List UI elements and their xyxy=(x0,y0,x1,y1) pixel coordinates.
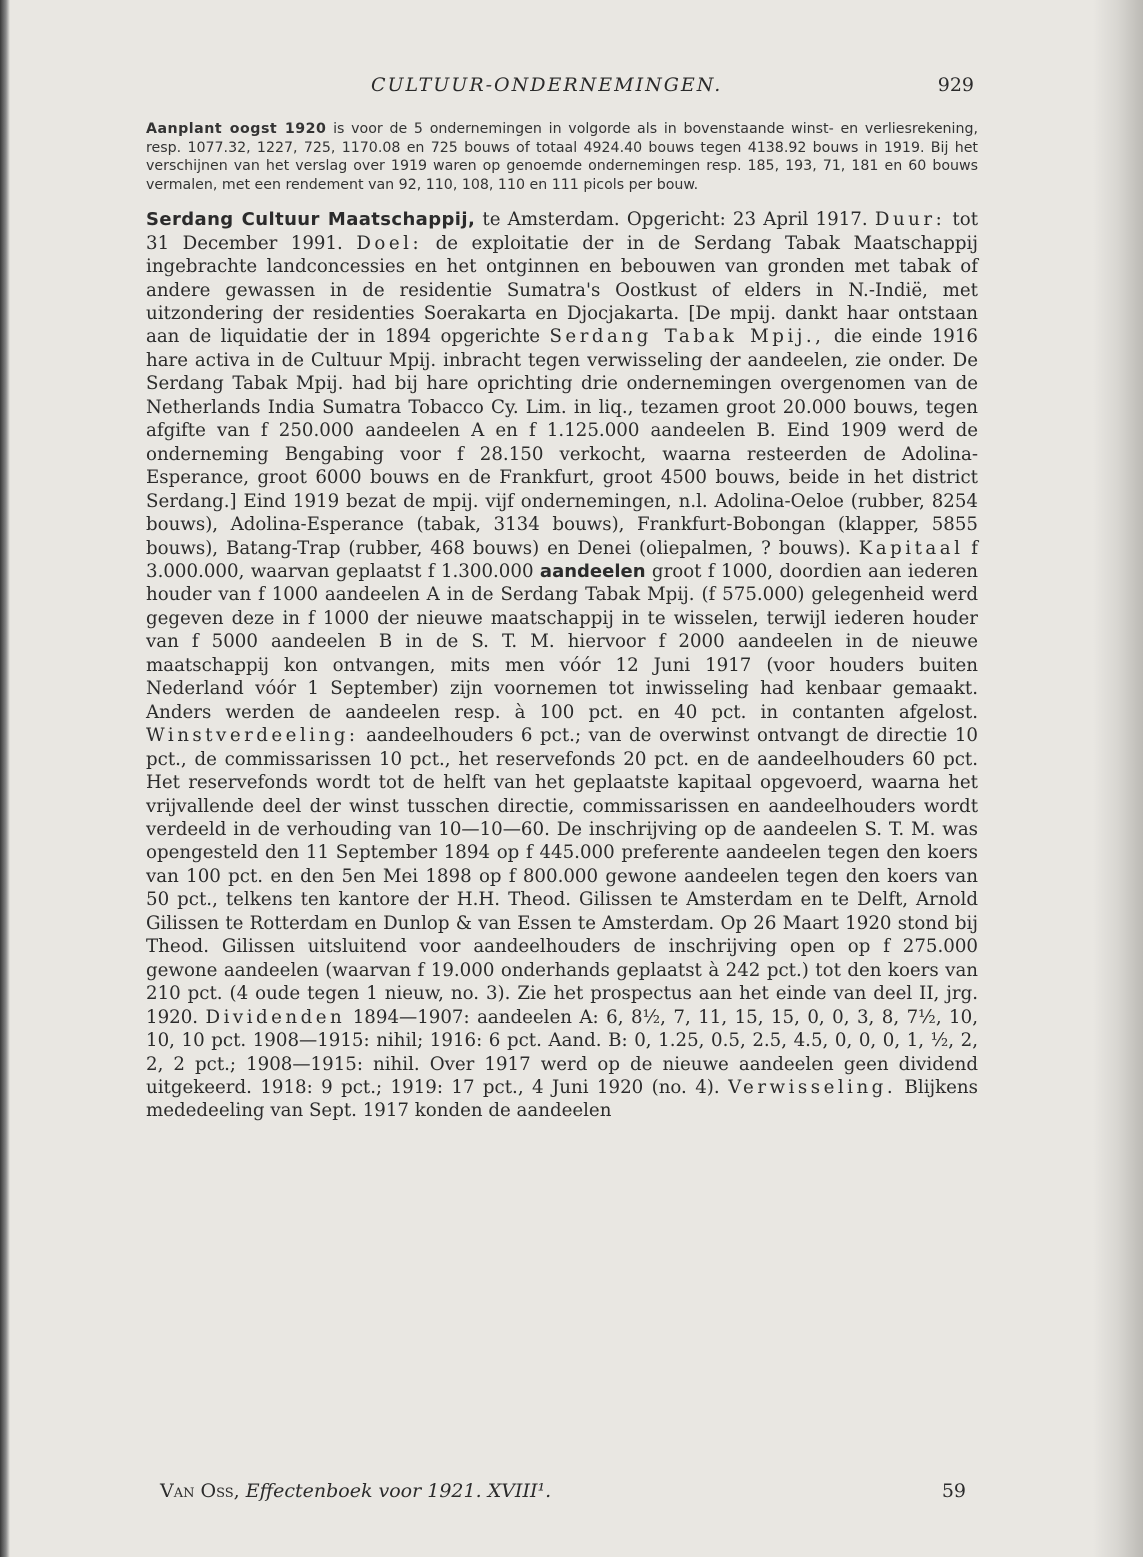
scan-edge-right xyxy=(1093,0,1143,1557)
winstverdeeling-label: Winstverdeeling: xyxy=(146,725,359,747)
scan-edge-left xyxy=(0,0,10,1557)
kapitaal-label: Kapitaal xyxy=(858,537,964,559)
entry-text-6: groot f 1000, doordien aan iederen houder van f 1000 aandeelen A in de Serdang Tabak Mpij. (f 575.000) gelegenheid werd gegeven deze in f 1000 der nieuwe maatschappij in te wisselen, terwijl iederen houder van f 5000 aandeelen B in de S. T. M. hiervoor f 2000 aandeelen in de nieuwe maatschappij kon ontvangen, mits men vóór 12 Juni 1917 (voor houders buiten Nederland vóór 1 September) zijn voornemen tot inwisseling had kenbaar gemaakt. Anders werden de aandeelen resp. à 100 pct. en 40 pct. in contanten afgelost. xyxy=(146,560,978,723)
serdang-tabak-name: Serdang Tabak Mpij., xyxy=(549,326,825,348)
entry-text-1: te Amsterdam. Opgericht: 23 April 1917. xyxy=(475,209,875,231)
dividenden-label: Dividenden xyxy=(205,1006,346,1028)
footer-volume: XVIII¹. xyxy=(487,1480,552,1502)
intro-text: is voor de 5 ondernemingen in volgorde als in bovenstaande winst- en verliesrekening, resp. 1077.32, 1227, 725, 1170.08 en 725 bouws of totaal 4924.40 bouws tegen 4138.92 bouws in 1919. Bij het verschijnen van het verslag over 1919 waren op genoemde ondernemingen resp. 185, 193, 71, 181 en 60 bouws vermalen, met een rendement van 92, 110, 108, 110 en 111 picols per bouw. xyxy=(146,121,978,193)
intro-lead: Aanplant oogst 1920 xyxy=(146,121,327,137)
page-header xyxy=(146,60,978,100)
entry-text-5: f 3.000.000, waarvan geplaatst f 1.300.000 xyxy=(146,537,979,582)
running-head: CULTUUR-ONDERNEMINGEN. xyxy=(371,74,723,96)
duur-label: Duur: xyxy=(874,209,946,231)
entry-text-3: de exploitatie der in de Serdang Tabak Maatschappij ingebrachte landconcessies en het ontginnen en bebouwen van gronden met tabak of andere gewassen in de residentie Sumatra's Oostkust of elders in N.-Indië, met uitzondering der residenties Soerakarta en Djocjakarta. [De mpij. dankt haar ontstaan aan de liquidatie der in 1894 opgerichte xyxy=(146,232,978,348)
verwisseling-label: Verwisseling. xyxy=(728,1076,897,1098)
entry-text-4: die einde 1916 hare activa in de Cultuur Mpij. inbracht tegen verwisseling der aandeelen, zie onder. De Serdang Tabak Mpij. had bij hare oprichting drie ondernemingen overgenomen van de Netherlands India Sumatra Tobacco Cy. Lim. in liq., tezamen groot 20.000 bouws, tegen afgifte van f 250.000 aandeelen A en f 1.125.000 aandeelen B. Eind 1909 werd de onderneming Bengabing voor f 28.150 verkocht, waarna resteerden de Adolina-Esperance, groot 6000 bouws en de Frankfurt, groot 4500 bouws, beide in het district Serdang.] Eind 1919 bezat de mpij. vijf ondernemingen, n.l. Adolina-Oeloe (rubber, 8254 bouws), Adolina-Esperance (tabak, 3134 bouws), Frankfurt-Bobongan (klapper, 5855 bouws), Batang-Trap (rubber, 468 bouws) en Denei (oliepalmen, ? bouws). xyxy=(146,326,978,559)
page xyxy=(146,60,978,1141)
company-entry xyxy=(146,208,978,1123)
entry-text-9: Blijkens mededeeling van Sept. 1917 konden de aandeelen xyxy=(146,1076,978,1122)
entry-text-8: 1894—1907: aandeelen A: 6, 8½, 7, 11, 15, 15, 0, 0, 3, 8, 7½, 10, 10, 10 pct. 1908—1915: nihil; 1916: 6 pct. Aand. B: 0, 1.25, 0.5, 2.5, 4.5, 0, 0, 0, 1, ½, 2, 2, 2 pct.; 1908—1915: nihil. Over 1917 werd op de nieuwe aandeelen geen dividend uitgekeerd. 1918: 9 pct.; 1919: 17 pct., 4 Juni 1920 (no. 4). xyxy=(146,1006,978,1098)
signature-mark: 59 xyxy=(941,1480,966,1502)
entry-text-2: tot 31 December 1991. xyxy=(146,209,978,254)
doel-label: Doel: xyxy=(356,232,423,254)
page-number: 929 xyxy=(937,74,974,96)
entry-text-7: aandeelhouders 6 pct.; van de overwinst ontvangt de directie 10 pct., de commissarissen 10 pct., het reservefonds 20 pct. en de aandeelhouders 60 pct. Het reservefonds wordt tot de helft van het geplaatste kapitaal opgevoerd, waarna het vrijvallende deel der winst tusschen directie, commissarissen en aandeelhouders wordt verdeeld in de verhouding van 10—10—60. De inschrijving op de aandeelen S. T. M. was opengesteld den 11 September 1894 op f 445.000 preferente aandeelen tegen den koers van 100 pct. en den 5en Mei 1898 op f 800.000 gewone aandeelen tegen den koers van 50 pct., telkens ten kantore der H.H. Theod. Gilissen te Amsterdam en te Delft, Arnold Gilissen te Rotterdam en Dunlop & van Essen te Amsterdam. Op 26 Maart 1920 stond bij Theod. Gilissen uitsluitend voor aandeelhouders de inschrijving open op f 275.000 gewone aandeelen (waarvan f 19.000 onderhands geplaatst à 242 pct.) tot den koers van 210 pct. (4 oude tegen 1 nieuw, no. 3). Zie het prospectus aan het einde van deel II, jrg. 1920. xyxy=(146,725,978,1028)
footer-author: Van Oss, xyxy=(160,1480,240,1502)
intro-paragraph xyxy=(146,120,978,194)
page-footer xyxy=(160,1480,972,1510)
footer-title: Effectenboek voor 1921. xyxy=(245,1480,482,1502)
aandeelen-bold: aandeelen xyxy=(539,560,646,582)
company-name: Serdang Cultuur Maatschappij, xyxy=(146,209,476,231)
footer-reference xyxy=(160,1480,551,1502)
